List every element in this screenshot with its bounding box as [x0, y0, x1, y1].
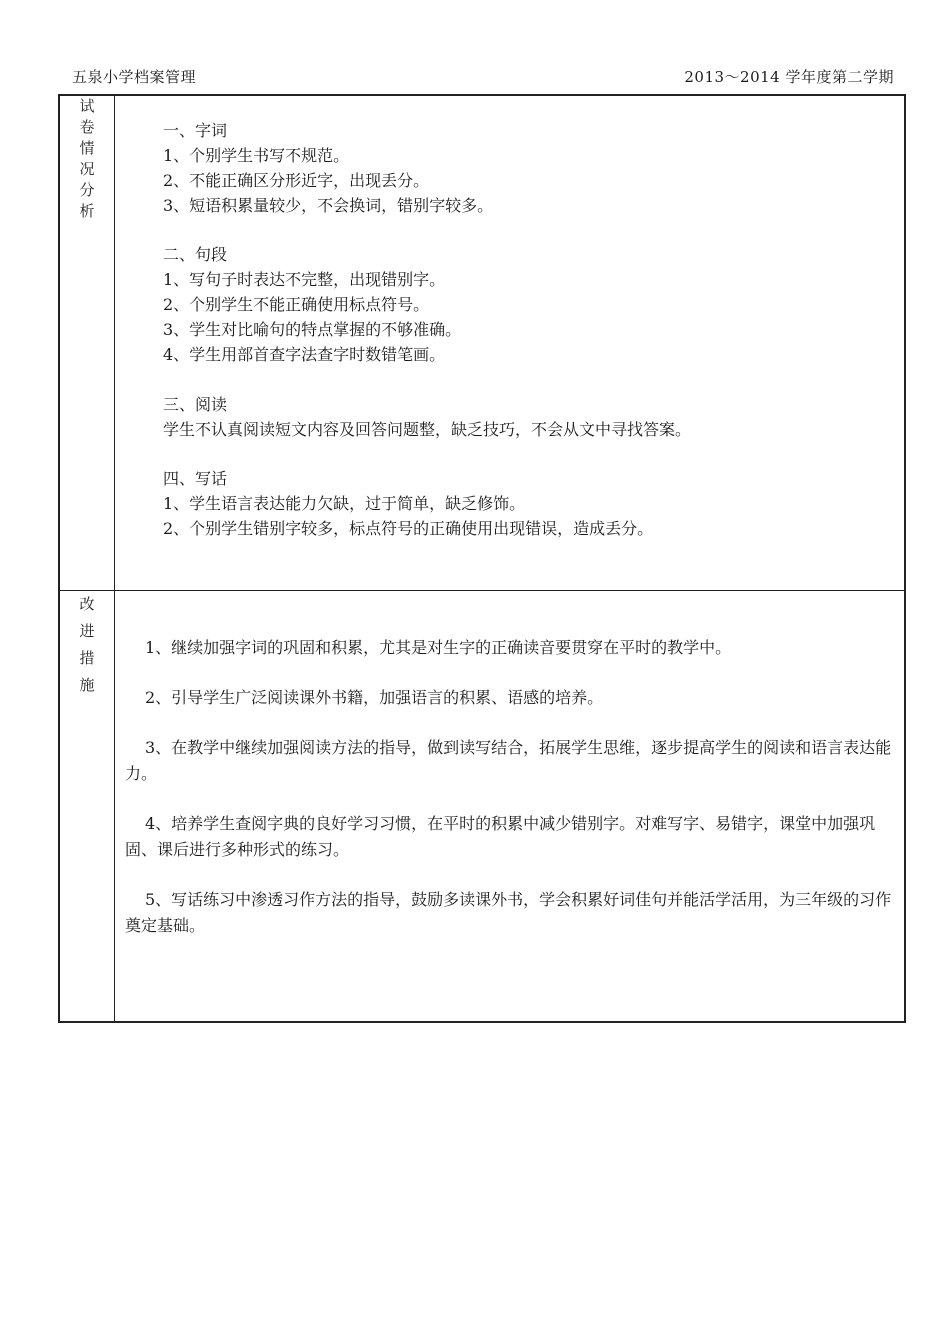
section-line: 学生不认真阅读短文内容及回答问题整，缺乏技巧，不会从文中寻找答案。 — [163, 420, 692, 439]
section-title: 三、阅读 — [163, 395, 228, 414]
section-title: 四、写话 — [163, 469, 228, 488]
header-school-archive: 五泉小学档案管理 — [72, 68, 197, 86]
section-line: 2、个别学生错别字较多，标点符号的正确使用出现错误，造成丢分。 — [163, 519, 654, 538]
section-line: 2、不能正确区分形近字，出现丢分。 — [163, 171, 430, 190]
measure-item-5: 5、写话练习中渗透习作方法的指导，鼓励多读课外书，学会积累好词佳句并能活学活用，为三年级的习作奠定基础。 — [125, 890, 892, 935]
row-improvement-measures — [59, 591, 905, 1023]
section-line: 1、学生语言表达能力欠缺，过于简单，缺乏修饰。 — [163, 494, 526, 513]
label-cell-improvement — [59, 591, 115, 1023]
section-line: 2、个别学生不能正确使用标点符号。 — [163, 295, 430, 314]
section-line: 3、学生对比喻句的特点掌握的不够准确。 — [163, 320, 462, 339]
row-label-improvement: 改 进 措 施 — [79, 595, 95, 694]
section-sentences — [163, 242, 894, 367]
content-cell-improvement — [115, 591, 906, 1023]
measure-item-1: 1、继续加强字词的巩固和积累，尤其是对生字的正确读音要贯穿在平时的教学中。 — [145, 638, 732, 657]
section-line: 3、短语积累量较少，不会换词，错别字较多。 — [163, 196, 494, 215]
analysis-table — [58, 94, 906, 1023]
label-cell-exam-analysis — [59, 95, 115, 591]
row-exam-analysis — [59, 95, 905, 591]
measure-item-4: 4、培养学生查阅字典的良好学习习惯，在平时的积累中减少错别字。对难写字、易错字，课堂中加强巩固、课后进行多种形式的练习。 — [125, 814, 876, 859]
measure-item-2: 2、引导学生广泛阅读课外书籍，加强语言的积累、语感的培养。 — [145, 688, 604, 707]
section-vocabulary — [163, 118, 894, 218]
section-reading — [163, 392, 894, 442]
section-line: 4、学生用部首查字法查字时数错笔画。 — [163, 345, 446, 364]
section-line: 1、写句子时表达不完整，出现错别字。 — [163, 270, 446, 289]
header-term: 2013～2014 学年度第二学期 — [684, 68, 894, 86]
section-line: 1、个别学生书写不规范。 — [163, 146, 350, 165]
row-label-exam-analysis: 试 卷 情 况 分 析 — [79, 97, 95, 220]
section-title: 一、字词 — [163, 121, 228, 140]
section-title: 二、句段 — [163, 245, 228, 264]
section-writing — [163, 466, 894, 541]
content-cell-exam-analysis — [115, 95, 906, 591]
measure-item-3: 3、在教学中继续加强阅读方法的指导，做到读写结合，拓展学生思维，逐步提高学生的阅读和语言表达能力。 — [125, 738, 892, 783]
